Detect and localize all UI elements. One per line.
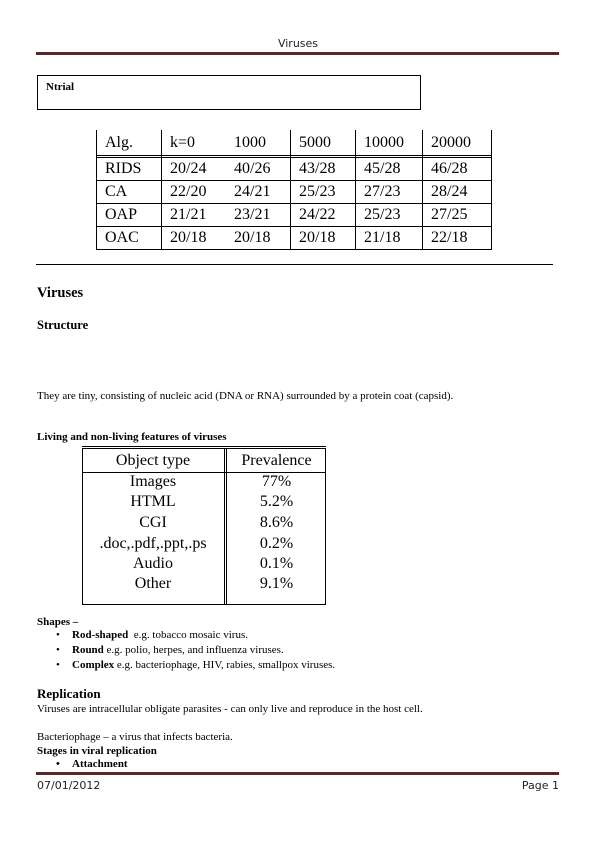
table-cell: 28/24 (423, 181, 492, 204)
table-cell: 20/24 (162, 158, 227, 181)
heading-structure: Structure (37, 318, 89, 332)
table-row (97, 158, 492, 181)
header-rule (36, 52, 559, 55)
table-cell: 77% (261, 473, 292, 490)
footer-page-number: Page 1 (521, 779, 559, 792)
table-cell: 20/18 (226, 227, 291, 250)
heading-replication: Replication (37, 686, 101, 701)
stages-list (37, 757, 128, 772)
table-cell: OAC (97, 227, 162, 250)
table-cell: OAP (97, 204, 162, 227)
table-cell: Images (129, 473, 177, 490)
table-cell: 27/25 (423, 204, 492, 227)
table-cell: CGI (139, 514, 167, 531)
table-cell: 0.2% (259, 535, 294, 552)
structure-paragraph: They are tiny, consisting of nucleic acid (DNA or RNA) surrounded by a protein coat (capsid). (37, 390, 454, 402)
table-cell: 20/18 (162, 227, 227, 250)
table-cell: RIDS (97, 158, 162, 181)
table-cell: HTML (130, 493, 176, 510)
shapes-heading: Shapes – (37, 616, 79, 628)
footer-rule (36, 772, 559, 775)
table-header-cell: Prevalence (241, 452, 312, 469)
table-header-cell: Alg. (97, 130, 162, 156)
table-row (97, 227, 492, 250)
table-cell: 5.2% (259, 493, 294, 510)
table-header-cell: 1000 (226, 130, 291, 156)
list-item-term: Round (72, 644, 104, 656)
table-cell: 40/26 (226, 158, 291, 181)
table-cell: CA (97, 181, 162, 204)
table-cell: 22/18 (423, 227, 492, 250)
living-features-heading: Living and non-living features of viruses (37, 431, 227, 443)
table-cell: 22/20 (162, 181, 227, 204)
table-header-cell: k=0 (162, 130, 227, 156)
table-header-cell: 20000 (423, 130, 492, 156)
table-cell: 25/23 (356, 204, 423, 227)
list-item: • Attachment (37, 757, 128, 772)
table-header-row (97, 130, 492, 156)
table-cell: Other (134, 575, 172, 592)
table-cell: 9.1% (259, 575, 294, 592)
replication-paragraph: Viruses are intracellular obligate parasites - can only live and reproduce in the host cell. (37, 703, 423, 715)
prevalence-table (82, 446, 326, 605)
table-cell: 25/23 (291, 181, 356, 204)
list-item (37, 658, 335, 673)
table-cell: 23/21 (226, 204, 291, 227)
section-divider (36, 264, 553, 265)
stages-heading: Stages in viral replication (37, 745, 157, 757)
list-item (37, 643, 335, 658)
list-item-text: e.g. polio, herpes, and influenza viruses. (103, 644, 284, 656)
table-cell: 46/28 (423, 158, 492, 181)
list-item-term: Complex (72, 659, 115, 671)
list-item-text: e.g. tobacco mosaic virus. (128, 629, 248, 641)
bacteriophage-paragraph: Bacteriophage – a virus that infects bacteria. (37, 731, 233, 743)
table-header-cell: 5000 (291, 130, 356, 156)
table-cell: Audio (133, 555, 173, 572)
table-cell: 20/18 (291, 227, 356, 250)
table-cell: 24/21 (226, 181, 291, 204)
table-cell: 21/21 (162, 204, 227, 227)
table-cell: .doc,.pdf,.ppt,.ps (99, 535, 207, 552)
table-cell: 21/18 (356, 227, 423, 250)
page-header-title: Viruses (277, 37, 319, 50)
table-cell: 8.6% (259, 514, 294, 531)
table-cell: 43/28 (291, 158, 356, 181)
table-row (97, 181, 492, 204)
heading-viruses: Viruses (37, 285, 84, 301)
ntrial-label: Ntrial (46, 81, 75, 93)
ntrial-box (37, 75, 421, 110)
table-cell: 24/22 (291, 204, 356, 227)
list-item-text: e.g. bacteriophage, HIV, rabies, smallpox viruses. (114, 659, 336, 671)
table-cell: 45/28 (356, 158, 423, 181)
list-item (37, 628, 335, 643)
table-header-cell: Object type (115, 452, 191, 469)
table-cell: 0.1% (259, 555, 294, 572)
footer-date: 07/01/2012 (37, 779, 101, 792)
table-row (97, 204, 492, 227)
shapes-list (37, 628, 335, 673)
results-table (96, 130, 492, 250)
table-header-cell: 10000 (356, 130, 423, 156)
list-item-term: Rod-shaped (72, 629, 129, 641)
table-cell: 27/23 (356, 181, 423, 204)
